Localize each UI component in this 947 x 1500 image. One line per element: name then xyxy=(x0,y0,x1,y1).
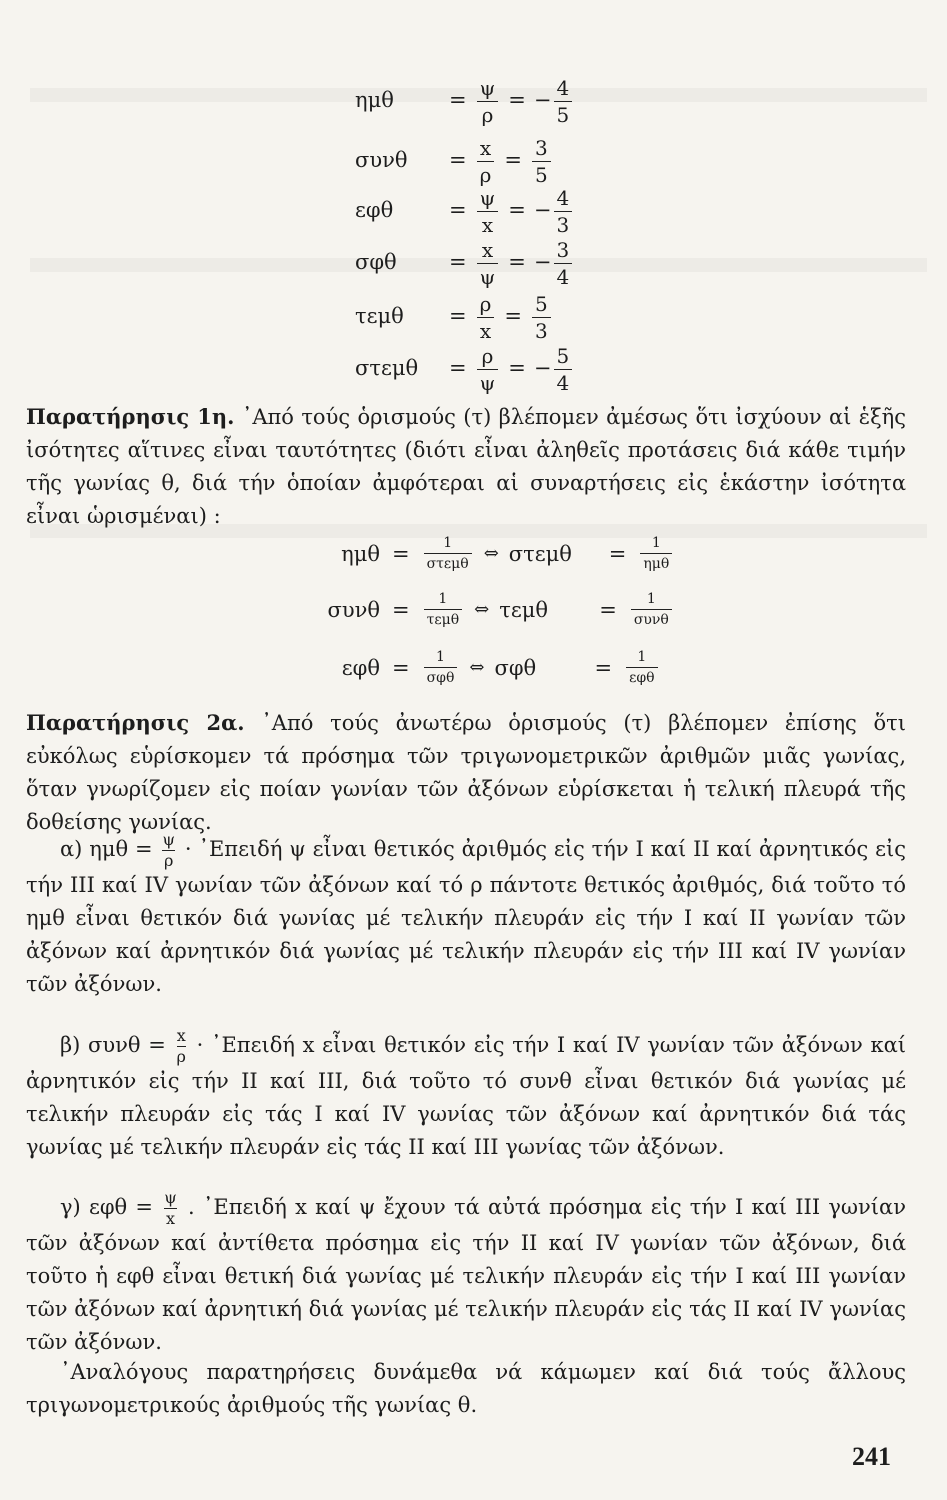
identity-fraction-a xyxy=(424,536,472,571)
definition-fraction xyxy=(477,346,499,393)
case-b-fraction xyxy=(177,1028,186,1065)
value-fraction xyxy=(554,188,573,235)
fraction-num: 3 xyxy=(556,238,570,262)
remark-2-text: ᾿Από τούς ἀνωτέρω ὁρισμούς (τ) βλέπομεν ἐπίσης ὅτι εὐκόλως εὑρίσκομεν τά πρόσημα τῶν τριγωνομετρικῶν ἀριθμῶν μιᾶς γωνίας, ὅταν γνωρίζομεν εἰς ποίαν γωνίαν τῶν ἀξόνων εὑρίσκεται ἡ τελική πλευρά τῆς δοθείσης γωνίας. xyxy=(26,711,906,834)
case-a-fraction xyxy=(162,832,175,869)
fraction-den: x xyxy=(477,211,499,235)
value-fraction xyxy=(554,346,573,393)
definition-lhs: ημθ xyxy=(355,88,394,112)
identity-fraction-b xyxy=(640,536,672,571)
fraction-num: 1 xyxy=(438,591,448,607)
definition-fraction xyxy=(477,78,499,125)
definition-row xyxy=(355,346,574,393)
equals-sign: = xyxy=(508,88,526,112)
fraction-num: x xyxy=(479,136,492,160)
identity-lhs-b: τεμθ xyxy=(499,597,549,622)
remark-1-text: ᾿Από τούς ὁρισμούς (τ) βλέπομεν ἀμέσως ὅτι ἰσχύουν αἱ ἑξῆς ἰσότητες αἵτινες εἶναι ταυτότητες (διότι εἶναι ἀληθεῖς προτάσεις διά κάθε τιμήν τῆς γωνίας θ, διά τήν ὁποίαν ἀμφότεραι αἱ συναρτήσεις εἰς ἑκάστην ἰσότητα εἶναι ὡρισμέναι) : xyxy=(26,405,906,528)
definition-row xyxy=(355,240,574,287)
remark-1-title: Παρατήρησις 1η. xyxy=(26,404,235,429)
equals-sign: = xyxy=(392,655,410,680)
definition-row xyxy=(355,188,574,235)
fraction-den: 4 xyxy=(554,369,573,393)
remark-2 xyxy=(26,706,906,839)
equals-sign: = xyxy=(449,88,467,112)
case-b xyxy=(26,1028,906,1164)
fraction-num: 5 xyxy=(534,292,548,316)
case-a-text: · ᾿Επειδή ψ εἶναι θετικός ἀριθμός εἰς τήν I καί II καί ἀρνητικός εἰς τήν III καί IV γωνίαν τῶν ἀξόνων καί τό ρ πάντοτε θετικός ἀριθμός, διά τοῦτο τό ημθ εἶναι θετικόν διά γωνίας μέ τελικήν πλευράν εἰς τήν I καί II γωνίαν τῶν ἀξόνων καί ἀρνητικόν διά γωνίας μέ τελικήν πλευράν εἰς τήν III καί IV γωνίαν τῶν ἀξόνων. xyxy=(26,837,906,996)
definition-sign: − xyxy=(533,88,552,112)
case-b-num: x xyxy=(176,1026,186,1045)
fraction-den: συνθ xyxy=(631,609,672,627)
fraction-num: 5 xyxy=(556,344,570,368)
equals-sign: = xyxy=(449,304,467,328)
identity-lhs-a: συνθ xyxy=(327,597,380,622)
identity-row xyxy=(300,536,674,571)
fraction-den: ημθ xyxy=(640,553,672,571)
equals-sign: = xyxy=(594,655,613,680)
equals-sign: = xyxy=(449,148,467,172)
identity-row xyxy=(300,650,660,685)
case-a-num: ψ xyxy=(162,830,176,849)
case-c-den: x xyxy=(165,1209,176,1228)
fraction-den: ψ xyxy=(477,263,499,287)
identity-lhs-b: στεμθ xyxy=(508,541,572,566)
definition-fraction xyxy=(477,188,499,235)
fraction-den: τεμθ xyxy=(424,609,463,627)
equals-sign: = xyxy=(508,250,526,274)
definition-row xyxy=(355,294,553,341)
identity-fraction-b xyxy=(631,592,672,627)
case-b-den: ρ xyxy=(176,1047,186,1066)
fraction-num: ψ xyxy=(479,186,496,210)
equals-sign: = xyxy=(449,198,467,222)
identity-fraction-a xyxy=(424,650,458,685)
fraction-den: ρ xyxy=(477,101,499,125)
page-number: 241 xyxy=(852,1442,891,1471)
equals-sign: = xyxy=(392,541,410,566)
fraction-den: 3 xyxy=(532,317,551,341)
case-b-label: β) συνθ = xyxy=(60,1033,166,1057)
fraction-den: εφθ xyxy=(626,667,657,685)
equals-sign: = xyxy=(599,597,617,622)
fraction-den: 5 xyxy=(532,161,551,185)
fraction-num: 3 xyxy=(534,136,548,160)
definition-fraction xyxy=(477,138,495,185)
fraction-num: ρ xyxy=(481,344,494,368)
iff-arrow-icon: ⇔ xyxy=(483,543,499,564)
fraction-den: στεμθ xyxy=(424,553,472,571)
fraction-num: ψ xyxy=(479,76,496,100)
fraction-num: 4 xyxy=(556,76,570,100)
identity-row xyxy=(300,592,674,627)
fraction-den: 3 xyxy=(554,211,573,235)
fraction-num: 1 xyxy=(651,535,661,551)
case-a xyxy=(26,832,906,1001)
fraction-num: 4 xyxy=(556,186,570,210)
iff-arrow-icon: ⇔ xyxy=(469,657,485,678)
identity-fraction-b xyxy=(626,650,657,685)
equals-sign: = xyxy=(508,356,526,380)
equals-sign: = xyxy=(392,597,410,622)
definition-sign: − xyxy=(533,198,552,222)
fraction-num: x xyxy=(481,238,494,262)
identity-lhs-a: ημθ xyxy=(341,541,380,566)
definition-fraction xyxy=(477,240,499,287)
case-c-label: γ) εφθ = xyxy=(60,1195,154,1219)
case-c-fraction xyxy=(164,1190,177,1227)
value-fraction xyxy=(532,294,551,341)
fraction-num: 1 xyxy=(443,535,453,551)
definition-lhs: συνθ xyxy=(355,148,408,172)
value-fraction xyxy=(532,138,551,185)
case-a-den: ρ xyxy=(164,851,174,870)
definition-sign: − xyxy=(533,250,552,274)
equals-sign: = xyxy=(504,148,522,172)
case-c-text: . ᾿Επειδή x καί ψ ἔχουν τά αὐτά πρόσημα εἰς τήν I καί III γωνίαν τῶν ἀξόνων καί ἀντίθετα πρόσημα εἰς τήν II καί IV γωνίαν τῶν ἀξόνων, διά τοῦτο ἡ εφθ εἶναι θετική διά γωνίας μέ τελικήν πλευράν εἰς τήν I καί III γωνίαν τῶν ἀξόνων καί ἀρνητική διά γωνίας μέ τελικήν πλευράν εἰς τάς II καί IV γωνίας τῶν ἀξόνων. xyxy=(26,1195,906,1354)
equals-sign: = xyxy=(449,250,467,274)
fraction-den: ψ xyxy=(477,369,499,393)
fraction-num: ρ xyxy=(479,292,492,316)
equals-sign: = xyxy=(449,356,467,380)
equals-sign: = xyxy=(504,304,522,328)
definition-sign: − xyxy=(533,356,552,380)
case-c-num: ψ xyxy=(164,1188,177,1207)
iff-arrow-icon: ⇔ xyxy=(474,599,490,620)
closing-paragraph: ᾿Αναλόγους παρατηρήσεις δυνάμεθα νά κάμωμεν καί διά τούς ἄλλους τριγωνομετρικούς ἀριθμούς τῆς γωνίας θ. xyxy=(26,1360,906,1417)
case-a-label: α) ημθ = xyxy=(60,837,153,861)
case-c xyxy=(26,1190,906,1359)
fraction-num: 1 xyxy=(637,649,647,665)
equals-sign: = xyxy=(508,198,526,222)
fraction-num: 1 xyxy=(436,649,445,665)
fraction-den: 5 xyxy=(554,101,573,125)
value-fraction xyxy=(554,78,573,125)
definition-row xyxy=(355,78,574,125)
equals-sign: = xyxy=(608,541,627,566)
value-fraction xyxy=(554,240,573,287)
remark-1 xyxy=(26,400,906,533)
definition-row xyxy=(355,138,553,185)
case-b-text: · ᾿Επειδή x εἶναι θετικόν εἰς τήν I καί IV γωνίαν τῶν ἀξόνων καί ἀρνητικόν εἰς τήν II καί III, διά τοῦτο τό συνθ εἶναι θετικόν διά γωνίας μέ τελικήν πλευράν εἰς τάς I καί IV γωνίας τῶν ἀξόνων καί ἀρνητικόν διά τάς γωνίας μέ τελικήν πλευράν εἰς τάς II καί III γωνίας τῶν ἀξόνων. xyxy=(26,1033,906,1159)
fraction-den: 4 xyxy=(554,263,573,287)
identity-fraction-a xyxy=(424,592,463,627)
definition-lhs: τεμθ xyxy=(355,304,404,328)
remark-2-title: Παρατήρησις 2α. xyxy=(26,710,245,735)
fraction-den: x xyxy=(477,317,495,341)
identity-lhs-a: εφθ xyxy=(341,655,380,680)
fraction-den: ρ xyxy=(477,161,495,185)
fraction-den: σφθ xyxy=(424,667,458,685)
definition-fraction xyxy=(477,294,495,341)
definition-lhs: εφθ xyxy=(355,198,394,222)
identity-lhs-b: σφθ xyxy=(494,655,537,680)
fraction-num: 1 xyxy=(646,591,656,607)
definition-lhs: στεμθ xyxy=(355,356,419,380)
definition-lhs: σφθ xyxy=(355,250,397,274)
